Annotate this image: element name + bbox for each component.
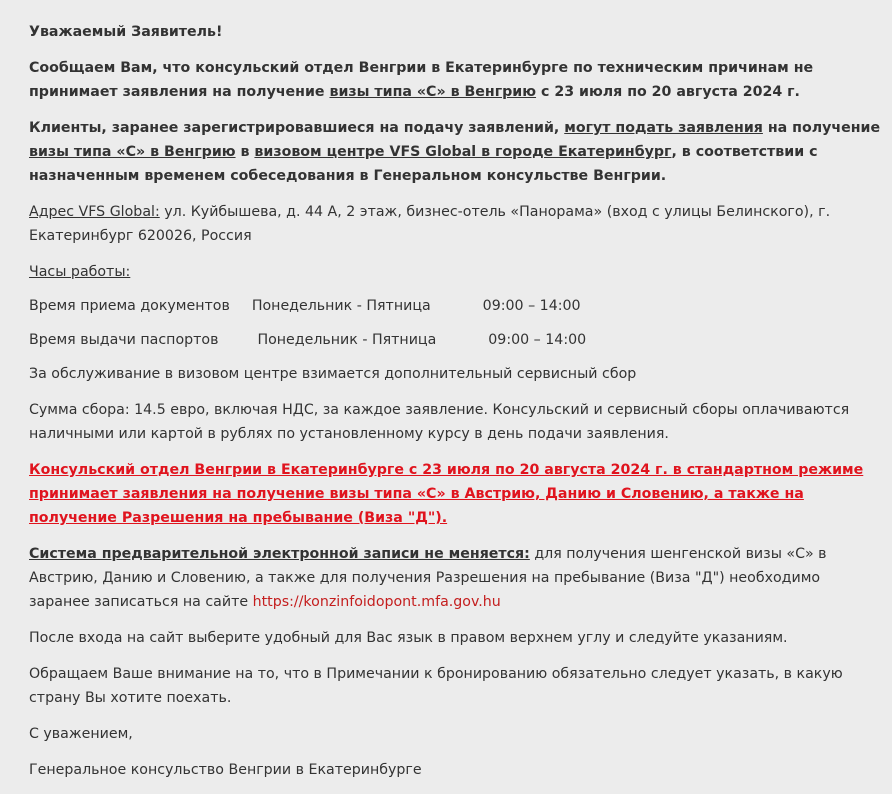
- hours-label: Часы работы:: [29, 264, 131, 280]
- remark: Обращаем Ваше внимание на то, что в Примечании к бронированию обязательно следует указать, в какую страну Вы хотите поехать.: [29, 666, 843, 706]
- announcement: [29, 20, 881, 794]
- fee-note: За обслуживание в визовом центре взимается дополнительный сервисный сбор: [29, 366, 637, 382]
- signature: Генеральное консульство Венгрии в Екатеринбурге: [29, 762, 422, 778]
- booking-site-link[interactable]: https://konzinfoidopont.mfa.gov.hu: [252, 594, 501, 610]
- notice-text-2: с 23 июля по 20 августа 2024 г.: [536, 84, 800, 100]
- hours-row-name: Время выдачи паспортов: [29, 332, 219, 348]
- system-text: для получения шенгенской визы «С» в Австрию, Данию и Словению, а также для получения Разрешения на пребывание (Виза "Д") необходимо заранее записаться на сайте: [29, 546, 827, 610]
- notice-text-1: Сообщаем Вам, что консульский отдел Венгрии в Екатеринбурге по техническим причинам не принимает заявления на получение: [29, 60, 814, 100]
- hours-row-time: 09:00 – 14:00: [488, 332, 587, 348]
- hours-row-days: Понедельник - Пятница: [251, 298, 431, 314]
- notice-paragraph: [29, 56, 881, 104]
- greeting: Уважаемый Заявитель!: [29, 24, 223, 40]
- system-paragraph: [29, 542, 881, 614]
- fee-amount: Сумма сбора: 14.5 евро, включая НДС, за каждое заявление. Консульский и сервисный сборы оплачиваются наличными или картой в рублях по установленному курсу в день подачи заявления.: [29, 402, 850, 442]
- hours-label-paragraph: [29, 260, 881, 284]
- hours-row-passports: [29, 328, 881, 352]
- red-notice-text: Консульский отдел Венгрии в Екатеринбурге с 23 июля по 20 августа 2024 г. в стандартном режиме принимает заявления на получение визы типа «С» в Австрию, Данию и Словению, а также на получение Разрешения на пребывание (Виза "Д").: [29, 462, 864, 526]
- address-label: Адрес VFS Global:: [29, 204, 160, 220]
- hours-row-days: Понедельник - Пятница: [257, 332, 437, 348]
- clients-paragraph: [29, 116, 881, 188]
- clients-text-2: на получение: [762, 120, 881, 136]
- hours-row-time: 09:00 – 14:00: [482, 298, 581, 314]
- clients-text-4: , в соответствии с назначенным временем собеседования в Генеральном консульстве Венгрии.: [29, 144, 818, 184]
- hours-row-documents: [29, 294, 881, 318]
- address-value: ул. Куйбышева, д. 44 А, 2 этаж, бизнес-отель «Панорама» (вход с улицы Белинского), г. Екатеринбург 620026, Россия: [29, 204, 831, 244]
- instructions: После входа на сайт выберите удобный для Вас язык в правом верхнем углу и следуйте указаниям.: [29, 630, 788, 646]
- hungary-visa-link[interactable]: визы типа «С» в Венгрию: [329, 84, 537, 100]
- clients-text-3: в: [235, 144, 255, 160]
- clients-text-1: Клиенты, заранее зарегистрировавшиеся на подачу заявлений,: [29, 120, 565, 136]
- hours-row-name: Время приема документов: [29, 298, 230, 314]
- can-apply-link[interactable]: могут подать заявления: [564, 120, 763, 136]
- regards: С уважением,: [29, 726, 133, 742]
- address-paragraph: [29, 200, 881, 248]
- vfs-center-link[interactable]: визовом центре VFS Global в городе Екатеринбург: [254, 144, 672, 160]
- red-notice: [29, 458, 881, 530]
- system-label: Система предварительной электронной записи не меняется:: [29, 546, 530, 562]
- hungary-visa-link-2[interactable]: визы типа «С» в Венгрию: [29, 144, 236, 160]
